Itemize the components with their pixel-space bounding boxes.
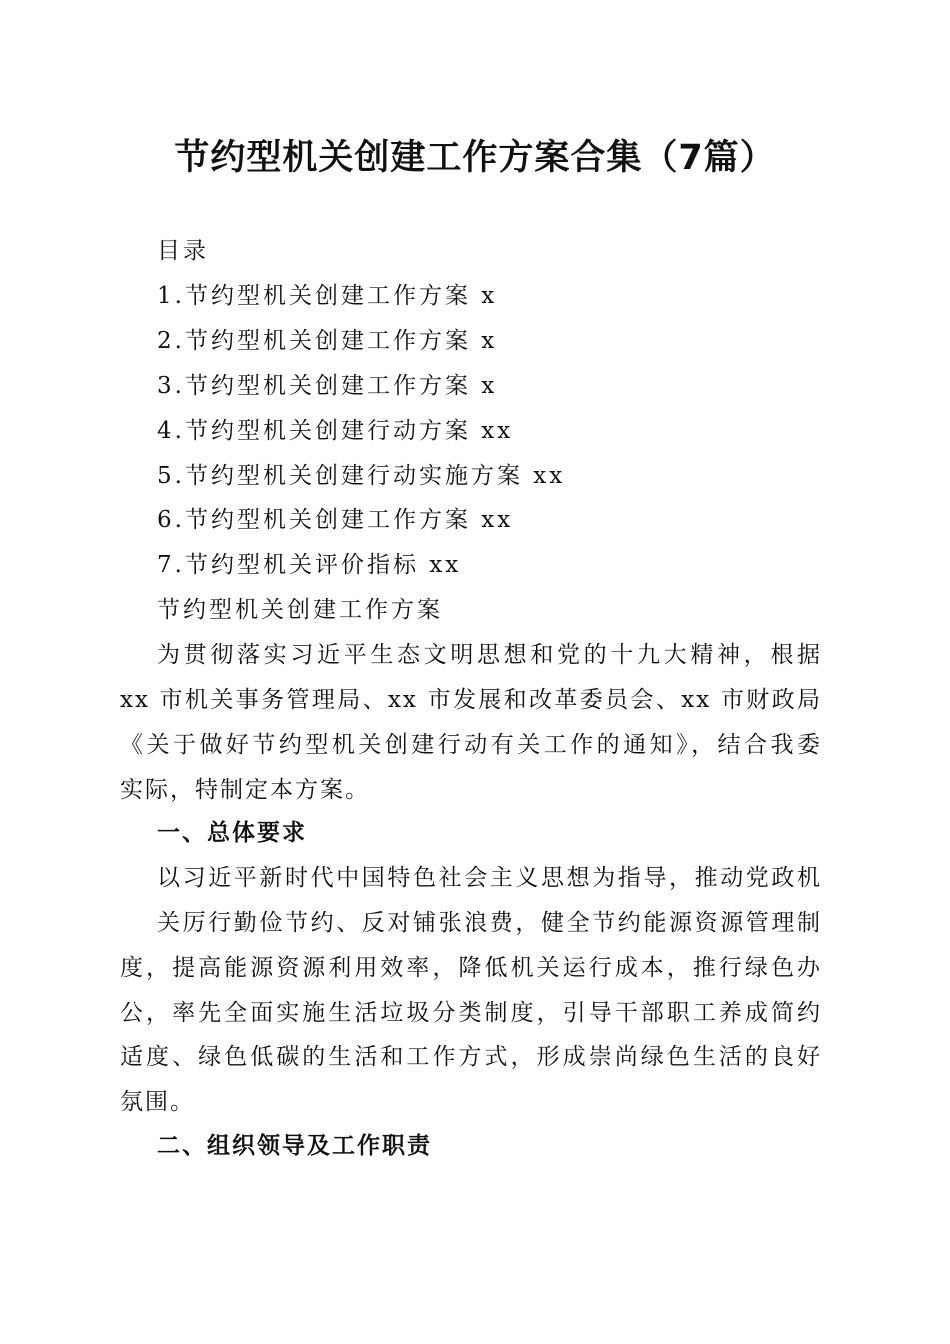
toc-heading: 目录 bbox=[157, 238, 209, 264]
toc-item[interactable]: 3.节约型机关创建工作方案 x bbox=[157, 373, 498, 399]
section-title: 节约型机关创建工作方案 bbox=[157, 597, 443, 623]
toc-item[interactable]: 7.节约型机关评价指标 xx bbox=[157, 552, 462, 578]
body-line: 关厉行勤俭节约、反对铺张浪费，健全节约能源资源管理制 bbox=[157, 910, 822, 936]
body-line: 度，提高能源资源利用效率，降低机关运行成本，推行绿色办 bbox=[120, 955, 822, 981]
toc-item[interactable]: 6.节约型机关创建工作方案 xx bbox=[157, 507, 514, 533]
body-line: 适度、绿色低碳的生活和工作方式，形成崇尚绿色生活的良好 bbox=[120, 1044, 822, 1070]
intro-line: 为贯彻落实习近平生态文明思想和党的十九大精神，根据 bbox=[157, 642, 822, 668]
body-line: 以习近平新时代中国特色社会主义思想为指导，推动党政机 bbox=[157, 865, 822, 891]
toc-item[interactable]: 5.节约型机关创建行动实施方案 xx bbox=[157, 463, 566, 489]
document-title: 节约型机关创建工作方案合集（7篇） bbox=[174, 138, 776, 178]
body-line: 氛围。 bbox=[120, 1089, 195, 1115]
toc-item[interactable]: 2.节约型机关创建工作方案 x bbox=[157, 328, 498, 354]
toc-item[interactable]: 4.节约型机关创建行动方案 xx bbox=[157, 418, 514, 444]
section-heading-1: 一、总体要求 bbox=[157, 820, 307, 846]
body-line: 公，率先全面实施生活垃圾分类制度，引导干部职工养成简约 bbox=[120, 1000, 822, 1026]
section-heading-2: 二、组织领导及工作职责 bbox=[157, 1133, 432, 1159]
intro-line: 《关于做好节约型机关创建行动有关工作的通知》，结合我委 bbox=[120, 732, 822, 758]
intro-line: xx 市机关事务管理局、xx 市发展和改革委员会、xx 市财政局 bbox=[120, 687, 822, 713]
intro-line: 实际，特制定本方案。 bbox=[120, 777, 370, 803]
toc-item[interactable]: 1.节约型机关创建工作方案 x bbox=[157, 283, 498, 309]
